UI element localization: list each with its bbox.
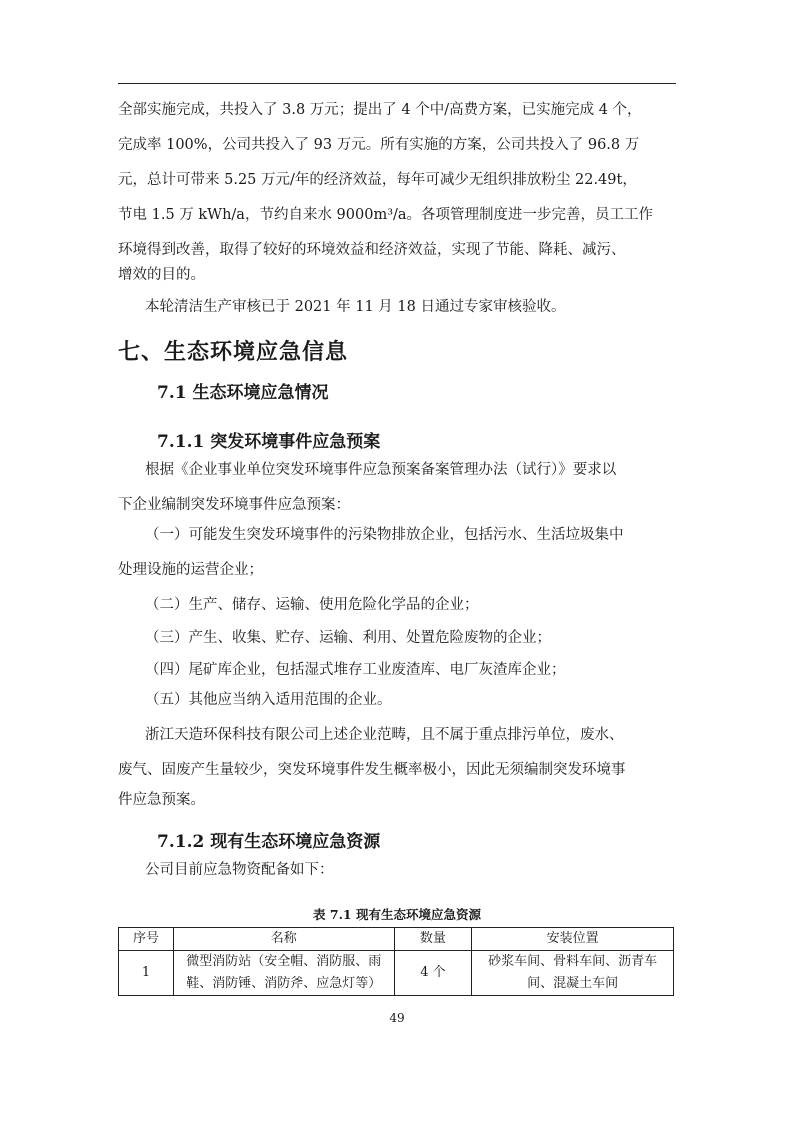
- page-number: 49: [389, 1011, 405, 1025]
- list-item: （四）尾矿库企业，包括湿式堆存工业废渣库、电厂灰渣库企业；: [145, 662, 566, 678]
- paragraph-line: 元，总计可带来 5.25 万元/年的经济效益，每年可减少无组织排放粉尘 22.49t，: [118, 172, 637, 188]
- list-item: （五）其他应当纳入适用范围的企业。: [145, 692, 392, 708]
- table-caption: 表 7.1 现有生态环境应急资源: [313, 907, 481, 922]
- cell-index: 1: [119, 951, 174, 996]
- paragraph-line: 增效的目的。: [118, 267, 205, 283]
- paragraph-line: 本轮清洁生产审核已于 2021 年 11 月 18 日通过专家审核验收。: [145, 299, 566, 315]
- cell-quantity: 4 个: [394, 951, 472, 996]
- paragraph-line: 环境得到改善，取得了较好的环境效益和经济效益，实现了节能、降耗、减污、: [118, 242, 626, 258]
- cell-location: 砂浆车间、骨料车间、沥青车间、混凝土车间: [472, 951, 674, 996]
- table-row: [119, 951, 674, 996]
- table-header-row: [119, 928, 674, 951]
- list-item: （二）生产、储存、运输、使用危险化学品的企业；: [145, 597, 479, 613]
- paragraph-line: 节电 1.5 万 kWh/a，节约自来水 9000m³/a。各项管理制度进一步完善，员工工作: [118, 207, 654, 223]
- col-header-index: 序号: [119, 928, 174, 951]
- list-item: （三）产生、收集、贮存、运输、利用、处置危险废物的企业；: [145, 630, 551, 646]
- section-title: 七、生态环境应急信息: [118, 339, 349, 365]
- col-header-location: 安装位置: [472, 928, 674, 951]
- cell-name: 微型消防站（安全帽、消防服、雨鞋、消防锤、消防斧、应急灯等）: [173, 951, 394, 996]
- paragraph-line: 根据《企业事业单位突发环境事件应急预案备案管理办法（试行）》要求以: [145, 462, 617, 478]
- paragraph-line: 下企业编制突发环境事件应急预案：: [118, 497, 350, 513]
- header-rule: [118, 83, 676, 84]
- subsection-title-7-1-2: 7.1.2 现有生态环境应急资源: [157, 832, 381, 852]
- list-item: （一）可能发生突发环境事件的污染物排放企业，包括污水、生活垃圾集中: [145, 527, 624, 543]
- paragraph-line: 废气、固废产生量较少，突发环境事件发生概率极小，因此无须编制突发环境事: [118, 762, 626, 778]
- paragraph-line: 完成率 100%，公司共投入了 93 万元。所有实施的方案，公司共投入了 96.8 万: [118, 137, 640, 153]
- subsection-title-7-1-1: 7.1.1 突发环境事件应急预案: [157, 432, 381, 452]
- subsection-title-7-1: 7.1 生态环境应急情况: [157, 383, 329, 403]
- col-header-name: 名称: [173, 928, 394, 951]
- list-item-continuation: 处理设施的运营企业；: [118, 562, 263, 578]
- paragraph-line: 件应急预案。: [118, 792, 205, 808]
- col-header-quantity: 数量: [394, 928, 472, 951]
- paragraph-line: 公司目前应急物资配备如下：: [145, 862, 334, 878]
- emergency-resources-table: [118, 927, 674, 996]
- paragraph-line: 浙江天造环保科技有限公司上述企业范畴，且不属于重点排污单位，废水、: [145, 727, 624, 743]
- paragraph-line: 全部实施完成，共投入了 3.8 万元；提出了 4 个中/高费方案，已实施完成 4 个，: [118, 102, 642, 118]
